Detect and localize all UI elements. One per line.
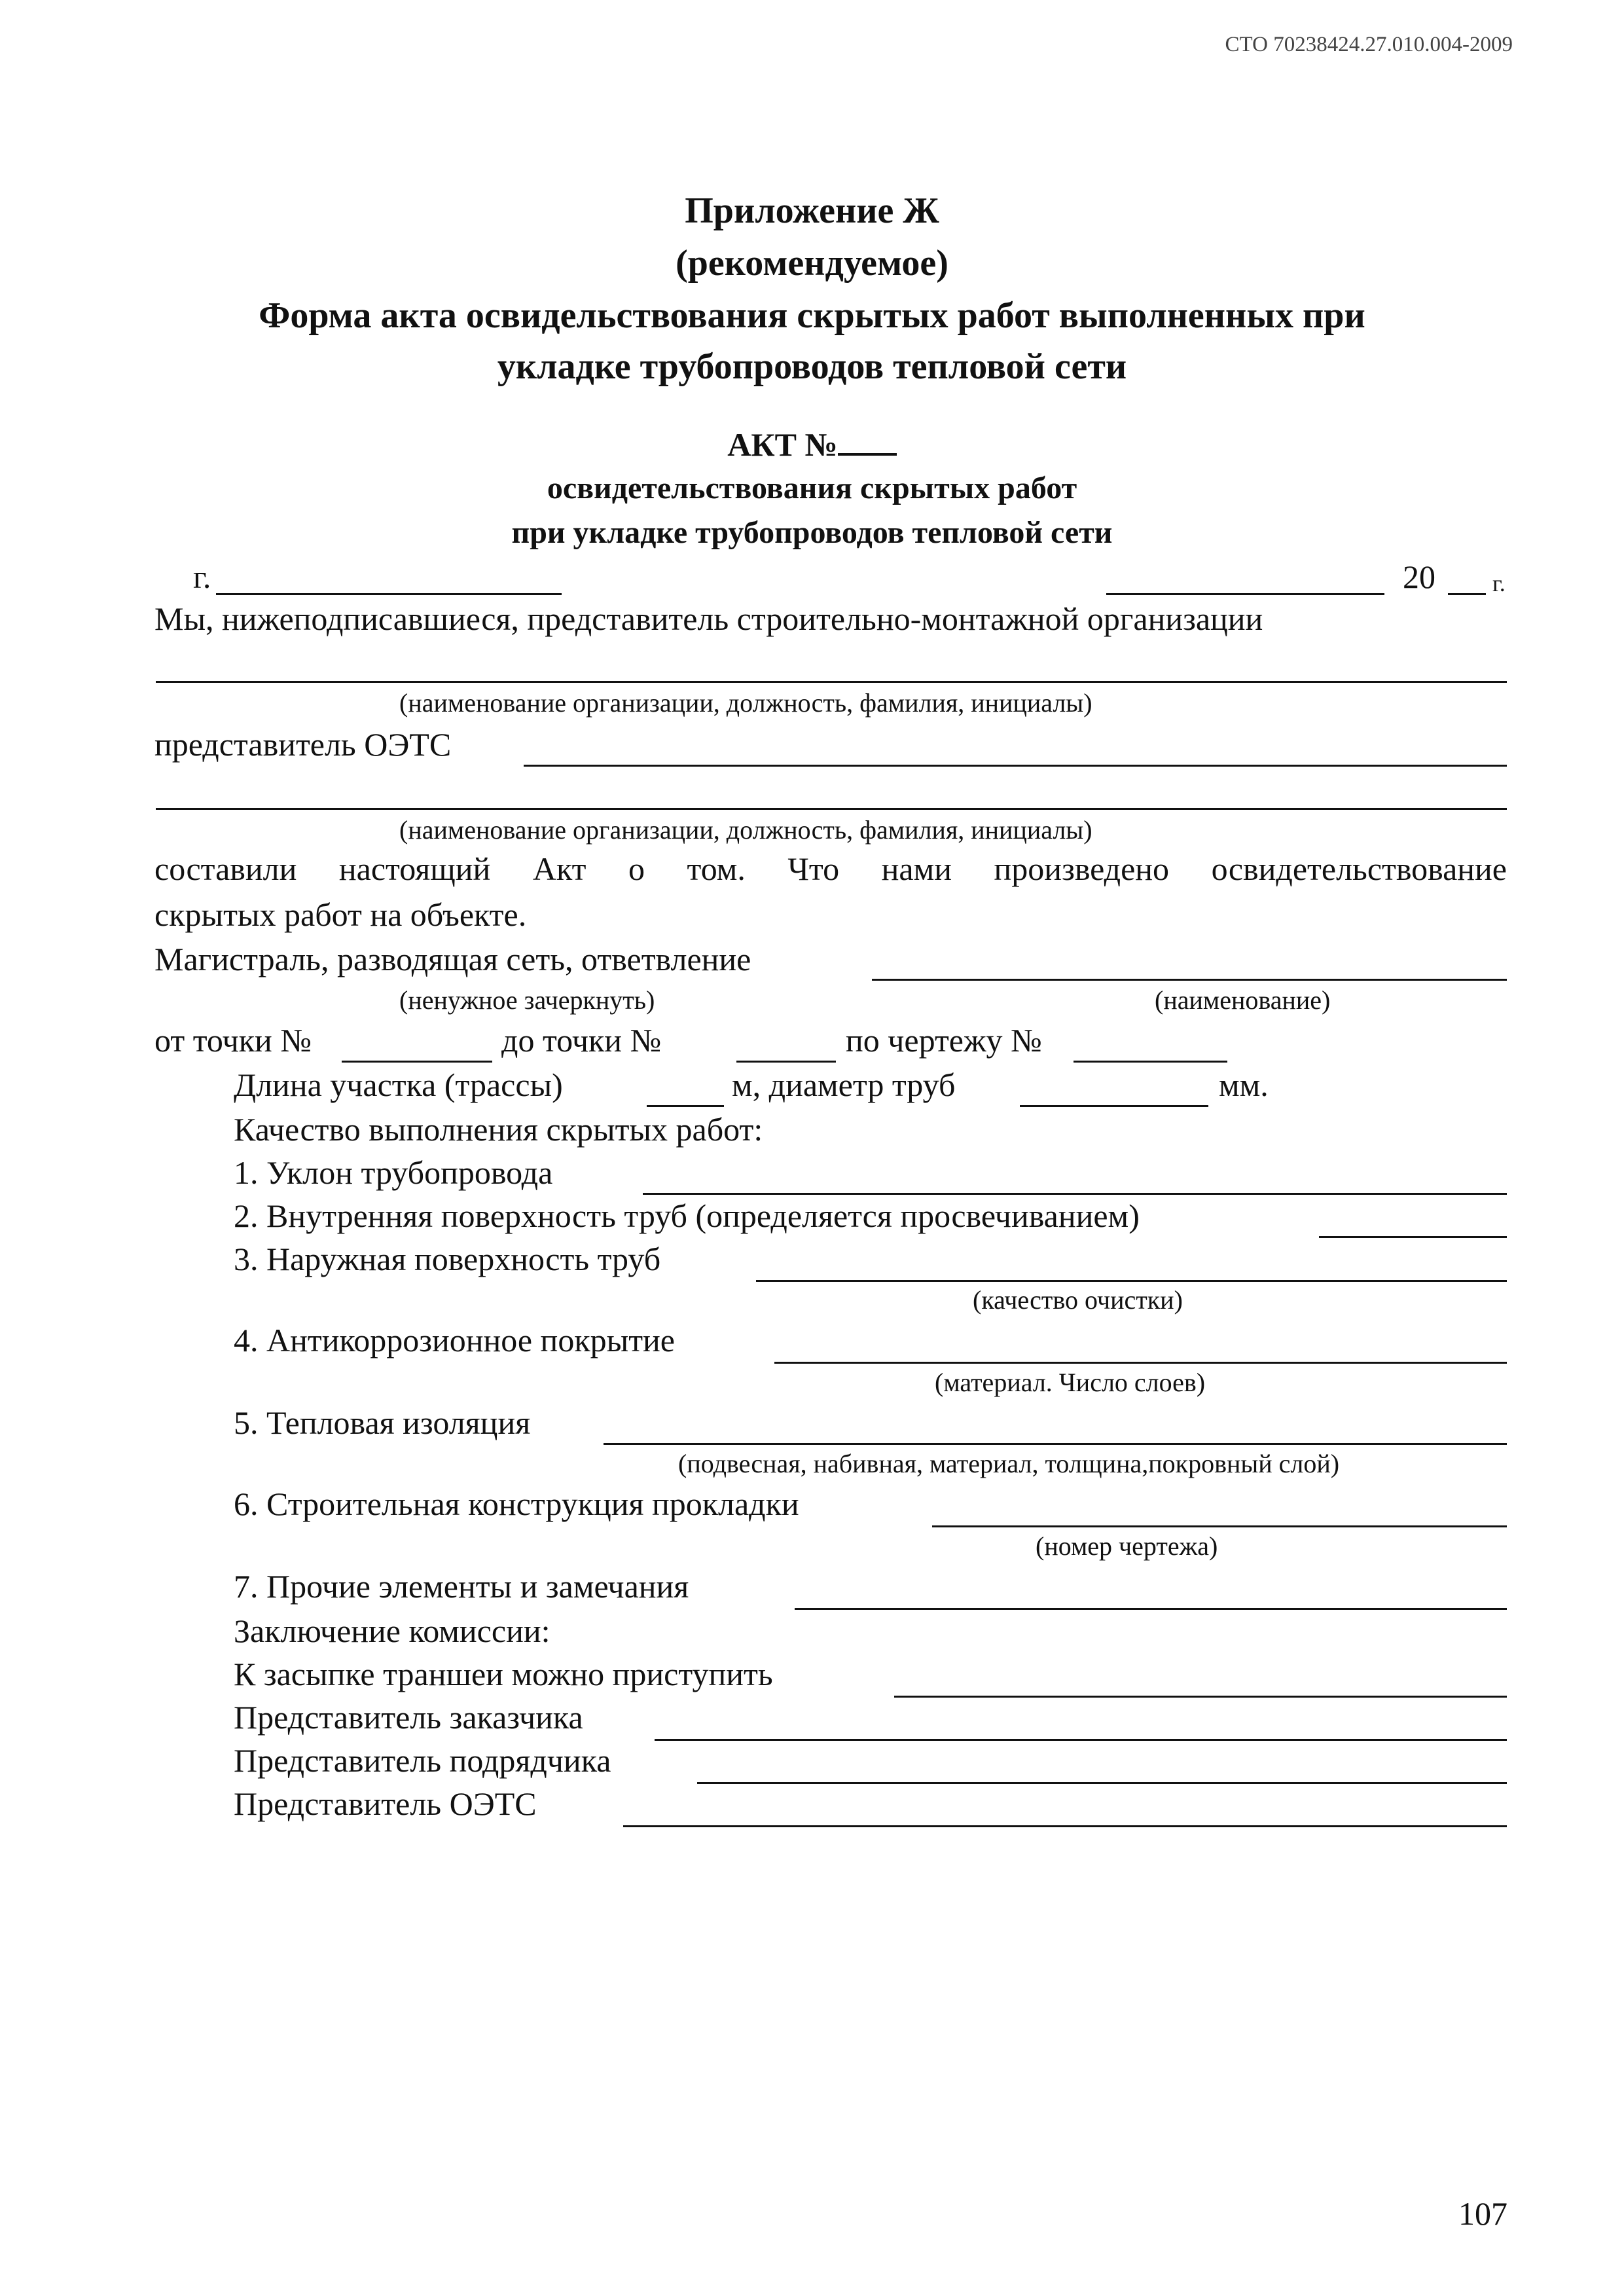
inner-surface-blank[interactable]: [1319, 1236, 1507, 1238]
from-point-label: от точки №: [154, 1022, 312, 1059]
drawing-label: по чертежу №: [846, 1022, 1042, 1059]
city-prefix: г.: [193, 558, 211, 595]
act-subtitle-line2: при укладке трубопроводов тепловой сети: [511, 515, 1113, 550]
oets-blank[interactable]: [524, 765, 1507, 767]
act-subtitle-line1: освидетельствования скрытых работ: [547, 471, 1077, 505]
other-blank[interactable]: [795, 1608, 1507, 1610]
appendix-status: (рекомендуемое): [676, 243, 948, 283]
appendix-heading-line1: Форма акта освидельствования скрытых работ выполненных при: [259, 295, 1365, 336]
item-construction: 6. Строительная конструкция прокладки: [234, 1485, 799, 1522]
diameter-blank[interactable]: [1020, 1105, 1208, 1107]
act-number-heading: [0, 424, 1624, 464]
length-label: Длина участка (трассы): [234, 1066, 563, 1103]
item-inner-surface: 2. Внутренняя поверхность труб (определяется просвечиванием): [234, 1197, 1140, 1234]
insulation-blank[interactable]: [604, 1443, 1507, 1445]
anticorrosion-caption: (материал. Число слоев): [935, 1368, 1206, 1397]
appendix-heading-line2: укладке трубопроводов тепловой сети: [497, 346, 1127, 387]
year-prefix: 20: [1403, 558, 1435, 595]
oets-caption: (наименование организации, должность, фамилия, инициалы): [399, 815, 1092, 845]
pipeline-blank[interactable]: [872, 979, 1507, 981]
construction-caption: (номер чертежа): [1036, 1531, 1218, 1561]
city-blank[interactable]: [216, 593, 562, 595]
intro-text: Мы, нижеподписавшиеся, представитель строительно-монтажной организации: [154, 600, 1263, 637]
conclusion-label: Заключение комиссии:: [234, 1613, 550, 1649]
contractor-signature-blank[interactable]: [697, 1782, 1507, 1784]
name-caption: (наименование): [1155, 985, 1331, 1015]
org-caption: (наименование организации, должность, фамилия, инициалы): [399, 688, 1092, 718]
backfill-blank[interactable]: [894, 1696, 1507, 1698]
oets-signature-blank[interactable]: [623, 1825, 1507, 1827]
outer-surface-caption: (качество очистки): [973, 1285, 1183, 1315]
insulation-caption: (подвесная, набивная, материал, толщина,покровный слой): [678, 1449, 1340, 1478]
item-anticorrosion: 4. Антикоррозионное покрытие: [234, 1322, 675, 1358]
length-blank[interactable]: [647, 1105, 724, 1107]
outer-surface-blank[interactable]: [756, 1280, 1507, 1282]
year-suffix: г.: [1492, 570, 1506, 596]
pipeline-label: Магистраль, разводящая сеть, ответвление: [154, 941, 751, 977]
contractor-signature-label: Представитель подрядчика: [234, 1742, 611, 1779]
date-blank[interactable]: [1106, 593, 1384, 595]
length-unit: м, диаметр труб: [732, 1066, 956, 1103]
item-other: 7. Прочие элементы и замечания: [234, 1568, 689, 1605]
backfill-label: К засыпке траншеи можно приступить: [234, 1656, 773, 1692]
appendix-title: Приложение Ж: [685, 191, 939, 231]
item-slope: 1. Уклон трубопровода: [234, 1154, 553, 1191]
org-blank[interactable]: [156, 681, 1507, 683]
quality-label: Качество выполнения скрытых работ:: [234, 1111, 763, 1148]
page-number: 107: [1458, 2195, 1507, 2232]
diameter-unit: мм.: [1219, 1066, 1269, 1103]
oets-blank-2[interactable]: [156, 808, 1507, 810]
item-insulation: 5. Тепловая изоляция: [234, 1404, 531, 1441]
oets-label: представитель ОЭТС: [154, 726, 452, 763]
compiled-line1: составили настоящий Акт о том. Что нами произведено освидетельствование: [154, 850, 1507, 887]
from-point-blank[interactable]: [342, 1061, 492, 1063]
to-point-blank[interactable]: [736, 1061, 836, 1063]
compiled-line2: скрытых работ на объекте.: [154, 896, 527, 933]
slope-blank[interactable]: [643, 1193, 1507, 1195]
anticorrosion-blank[interactable]: [774, 1362, 1507, 1364]
item-outer-surface: 3. Наружная поверхность труб: [234, 1241, 661, 1277]
document-code: СТО 70238424.27.010.004-2009: [1225, 33, 1513, 56]
customer-signature-label: Представитель заказчика: [234, 1699, 583, 1736]
year-blank[interactable]: [1448, 593, 1486, 595]
customer-signature-blank[interactable]: [655, 1739, 1507, 1741]
to-point-label: до точки №: [501, 1022, 662, 1059]
act-number-label: АКТ №: [727, 426, 838, 463]
drawing-blank[interactable]: [1074, 1061, 1227, 1063]
oets-signature-label: Представитель ОЭТС: [234, 1785, 537, 1822]
construction-blank[interactable]: [932, 1525, 1507, 1527]
act-number-blank[interactable]: [838, 424, 897, 456]
strike-caption: (ненужное зачеркнуть): [399, 985, 655, 1015]
